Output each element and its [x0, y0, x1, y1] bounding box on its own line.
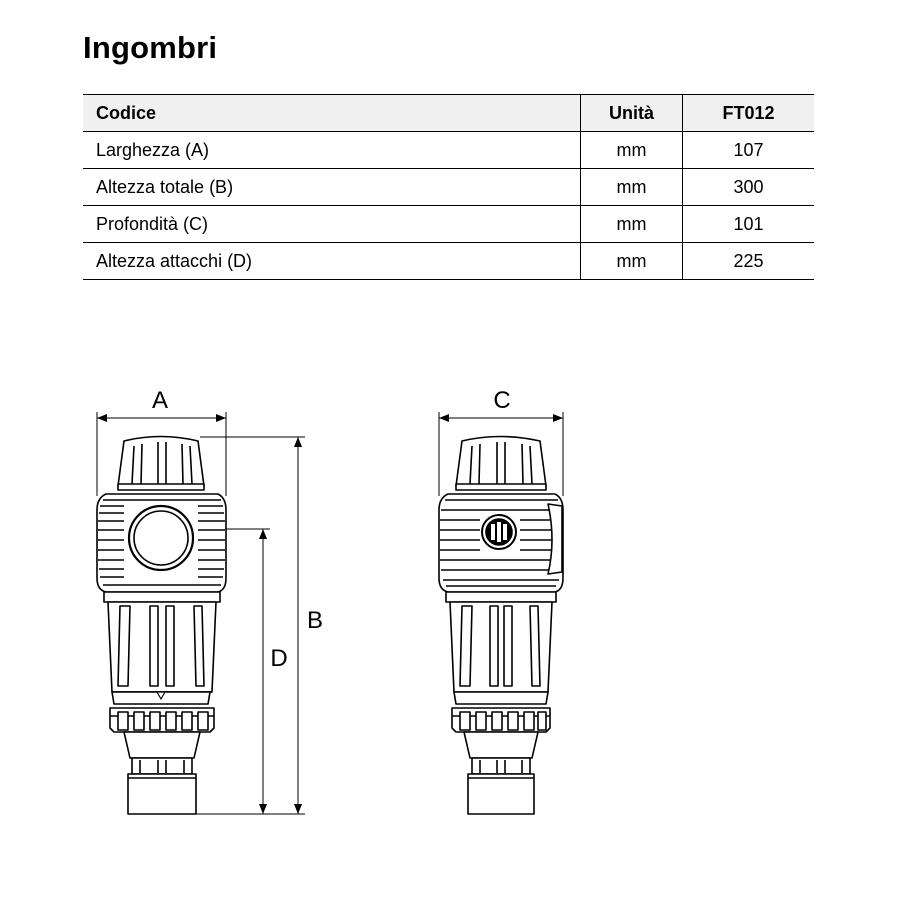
dimension-label-d: D: [270, 645, 288, 672]
row-value: 225: [683, 243, 815, 280]
front-view-filter: [97, 437, 226, 815]
row-value: 101: [683, 206, 815, 243]
row-label: Altezza totale (B): [83, 169, 581, 206]
header-codice: Codice: [83, 95, 581, 132]
side-view-filter: [439, 437, 563, 815]
row-unit: mm: [581, 132, 683, 169]
row-value: 300: [683, 169, 815, 206]
page-title: Ingombri: [83, 30, 218, 65]
header-unita: Unità: [581, 95, 683, 132]
row-unit: mm: [581, 169, 683, 206]
row-unit: mm: [581, 243, 683, 280]
header-ft012: FT012: [683, 95, 815, 132]
row-value: 107: [683, 132, 815, 169]
row-unit: mm: [581, 206, 683, 243]
dimension-label-b: B: [306, 607, 324, 634]
dimension-label-a: A: [151, 387, 169, 414]
row-label: Profondità (C): [83, 206, 581, 243]
row-label: Larghezza (A): [83, 132, 581, 169]
dimension-label-c: C: [493, 387, 511, 414]
row-label: Altezza attacchi (D): [83, 243, 581, 280]
